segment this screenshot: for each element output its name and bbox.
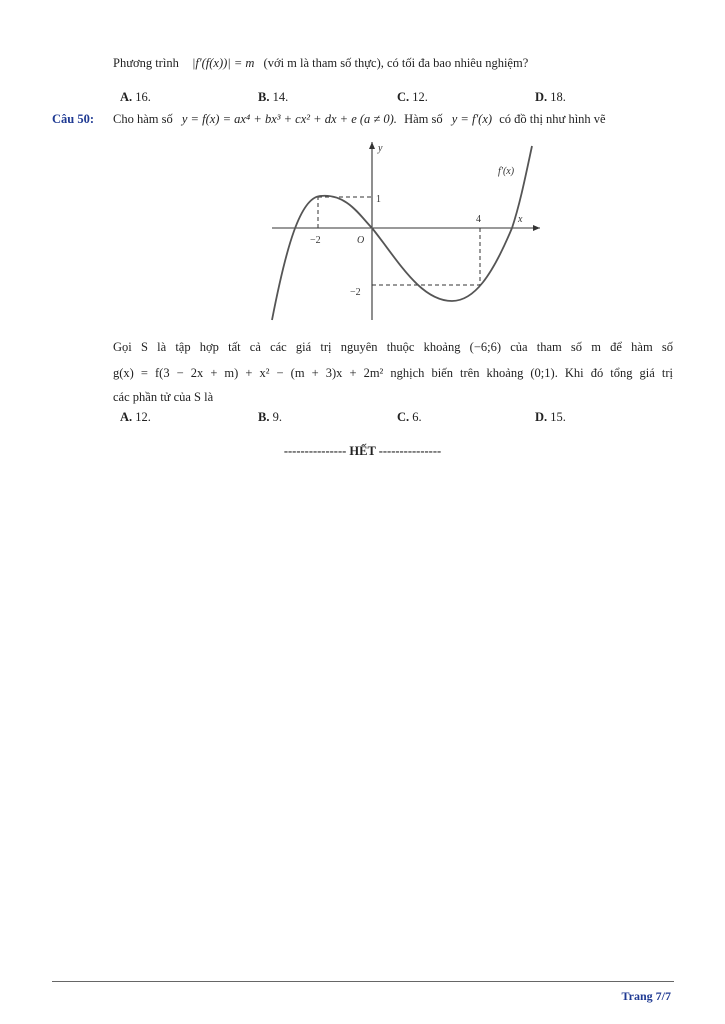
page-number: Trang 7/7 (621, 989, 671, 1003)
curve-label: f′(x) (498, 166, 515, 177)
q50-derivative: y = f′(x) (451, 112, 493, 126)
tick-label-x-4: 4 (476, 214, 481, 225)
q50-function: y = f(x) = ax⁴ + bx³ + cx² + dx + e (a ≠ 0). (181, 112, 397, 126)
fprime-curve (272, 146, 532, 320)
q49-option-c[interactable]: C. 12. (397, 90, 428, 104)
q49-option-a[interactable]: A. 16. (120, 90, 151, 104)
q49-lead: Phương trình (113, 56, 179, 70)
tick-label-y-neg2: −2 (350, 287, 361, 298)
q50-tail: có đồ thị như hình vẽ (499, 112, 606, 126)
q50-text-line3: các phần tử của S là (113, 390, 214, 404)
end-mark: --------------- HẾT --------------- (283, 444, 442, 458)
q49-line (113, 56, 528, 71)
q50-mid: Hàm số (404, 112, 443, 126)
q50-option-a[interactable]: A. 12. (120, 410, 151, 424)
footer-divider (52, 981, 674, 982)
tick-label-x-neg2: −2 (310, 235, 321, 246)
origin-label: O (357, 235, 365, 246)
y-axis-label: y (378, 143, 383, 154)
x-axis-label: x (518, 214, 523, 225)
q50-text-line2: g(x) = f(3 − 2x + m) + x² − (m + 3)x + 2m² nghịch biến trên khoảng (0;1). Khi đó tổng giá trị (113, 366, 673, 380)
q50-lead: Cho hàm số (113, 112, 173, 126)
q49-option-d[interactable]: D. 18. (535, 90, 566, 104)
q50-option-d[interactable]: D. 15. (535, 410, 566, 424)
q50-text-line1: Gọi S là tập hợp tất cả các giá trị nguyên thuộc khoảng (−6;6) của tham số m để hàm số (113, 340, 673, 354)
y-axis-arrow (369, 142, 375, 149)
q50-stem (113, 112, 606, 127)
x-axis-arrow (533, 225, 540, 231)
q49-option-b[interactable]: B. 14. (258, 90, 289, 104)
q49-equation: |f′(f(x))| = m (191, 56, 255, 70)
q50-label: Câu 50: (52, 112, 95, 126)
q50-option-c[interactable]: C. 6. (397, 410, 422, 424)
q50-option-b[interactable]: B. 9. (258, 410, 282, 424)
q49-condition: (với m là tham số thực), có tối đa bao nhiêu nghiệm? (263, 56, 529, 70)
derivative-graph (262, 136, 552, 326)
tick-label-y-1: 1 (376, 194, 381, 205)
